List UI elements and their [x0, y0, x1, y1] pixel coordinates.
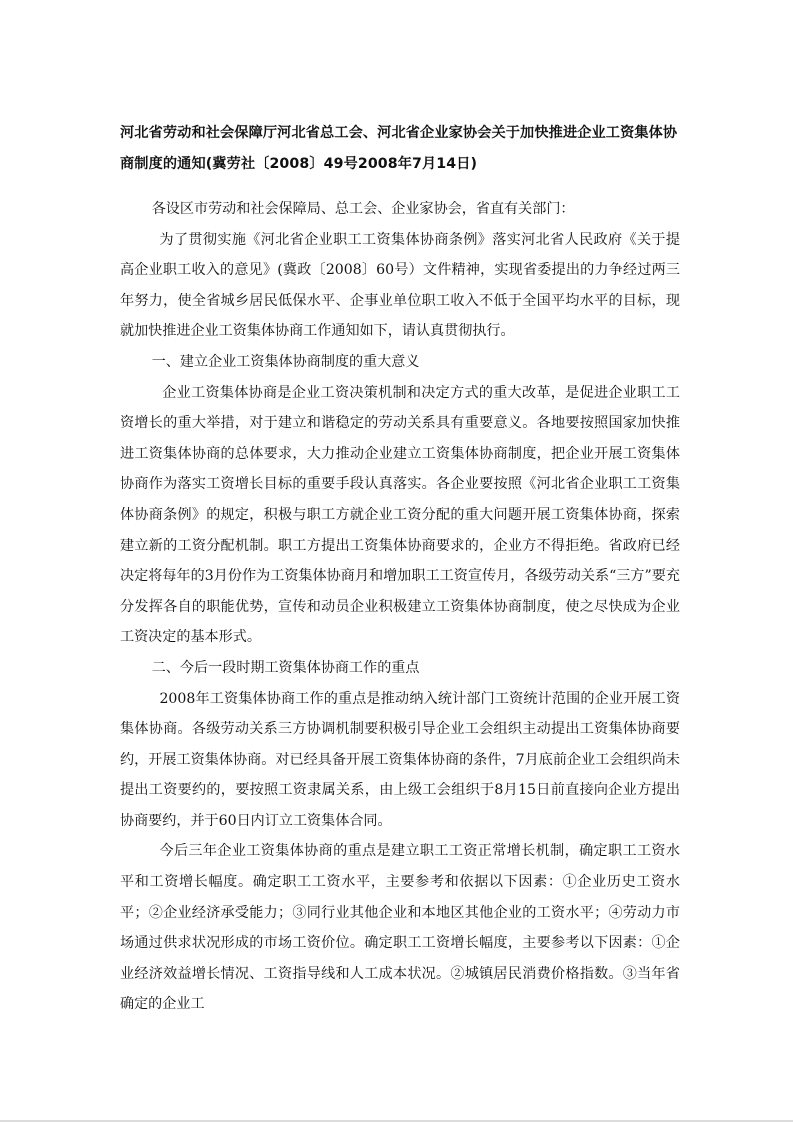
section-1-paragraph: 企业工资集体协商是企业工资决策机制和决定方式的重大改革，是促进企业职工工资增长的重大举措，对于建立和谐稳定的劳动关系具有重要意义。各地要按照国家加快推进工资集体协商的总体要求，大力推动企业建立工资集体协商制度，把企业开展工资集体协商作为落实工资增长目标的重要手段认真落实。各企业要按照《河北省企业职工工资集体协商条例》的规定，积极与职工方就企业工资分配的重大问题开展工资集体协商，探索建立新的工资分配机制。职工方提出工资集体协商要求的，企业方不得拒绝。省政府已经决定将每年的3月份作为工资集体协商月和增加职工工资宣传月，各级劳动关系“三方”要充分发挥各自的职能优势，宣传和动员企业积极建立工资集体协商制度，使之尽快成为企业工资决定的基本形式。 — [120, 384, 680, 646]
section-heading-2: 二、今后一段时期工资集体协商工作的重点 — [151, 659, 420, 676]
document-body — [120, 194, 680, 1020]
section-2-paragraph-1: 2008年工资集体协商工作的重点是推动纳入统计部门工资统计范围的企业开展工资集体协商。各级劳动关系三方协调机制要积极引导企业工会组织主动提出工资集体协商要约，开展工资集体协商。对已经具备开展工资集体协商的条件，7月底前企业工会组织尚未提出工资要约的，要按照工资隶属关系，由上级工会组织于8月15日前直接向企业方提出协商要约，并于60日内订立工资集体合同。 — [120, 690, 680, 829]
section-2-paragraph-2: 今后三年企业工资集体协商的重点是建立职工工资正常增长机制，确定职工工资水平和工资增长幅度。确定职工工资水平，主要参考和依据以下因素：①企业历史工资水平；②企业经济承受能力；③同行业其他企业和本地区其他企业的工资水平；④劳动力市场通过供求状况形成的市场工资价位。确定职工工资增长幅度，主要参考以下因素：①企业经济效益增长情况、工资指导线和人工成本状况。②城镇居民消费价格指数。③当年省确定的企业工 — [120, 843, 680, 1013]
section-heading-1: 一、建立企业工资集体协商制度的重大意义 — [151, 353, 420, 370]
document-title: 河北省劳动和社会保障厅河北省总工会、河北省企业家协会关于加快推进企业工资集体协商制度的通知(冀劳社〔2008〕49号2008年7月14日) — [120, 125, 678, 172]
intro-paragraph: 为了贯彻实施《河北省企业职工工资集体协商条例》落实河北省人民政府《关于提高企业职工收入的意见》(冀政〔2008〕60号）文件精神，实现省委提出的力争经过两三年努力，使全省城乡居民低保水平、企事业单位职工收入不低于全国平均水平的目标，现就加快推进企业工资集体协商工作通知如下，请认真贯彻执行。 — [120, 231, 680, 340]
salutation: 各设区市劳动和社会保障局、总工会、企业家协会，省直有关部门： — [151, 201, 575, 217]
